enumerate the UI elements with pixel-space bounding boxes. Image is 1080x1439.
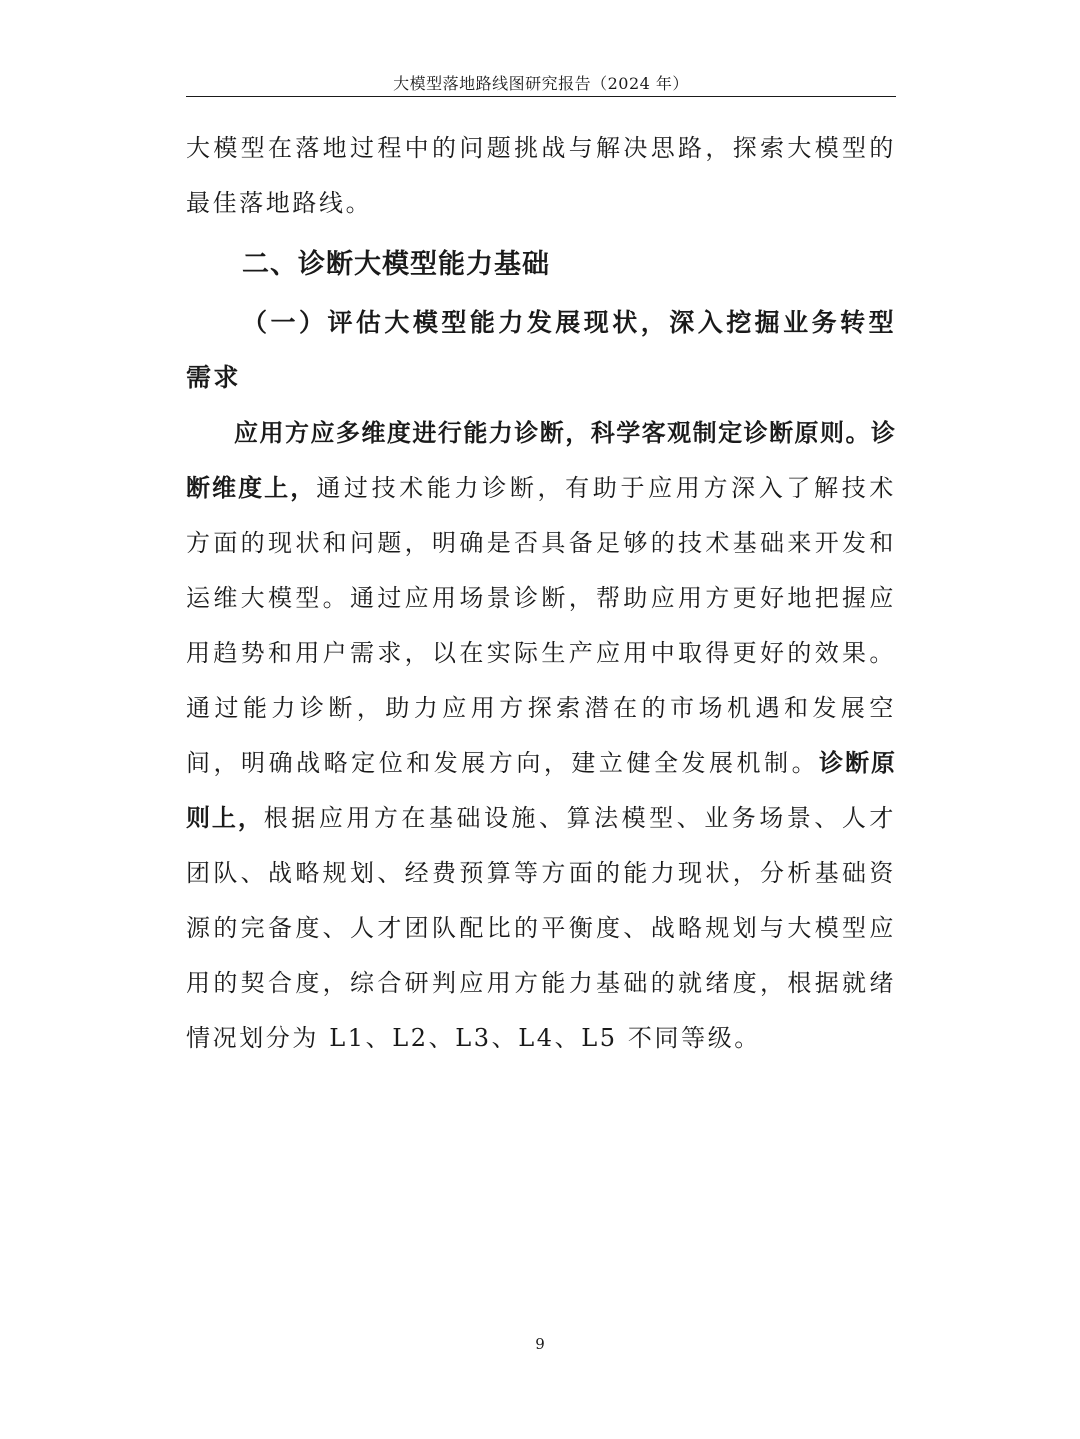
paragraph-lead-dimension: 应用方应多维度进行能力诊断，科学客观制定诊断原则。诊断维度上， [186,419,896,502]
page-number: 9 [535,1335,545,1353]
main-paragraph [186,406,896,1066]
subsection-heading: （一）评估大模型能力发展现状，深入挖掘业务转型需求 [186,308,896,392]
section-heading: 二、诊断大模型能力基础 [242,249,550,280]
header-divider [186,96,896,97]
paragraph-text-dimension: 通过技术能力诊断，有助于应用方深入了解技术方面的现状和问题，明确是否具备足够的技术基础来开发和运维大模型。通过应用场景诊断，帮助应用方更好地把握应用趋势和用户需求，以在实际生产应用中取得更好的效果。通过能力诊断，助力应用方探索潜在的市场机遇和发展空间，明确战略定位和发展方向，建立健全发展机制。 [186,474,896,777]
paragraph-text-principle: 根据应用方在基础设施、算法模型、业务场景、人才团队、战略规划、经费预算等方面的能力现状，分析基础资源的完备度、人才团队配比的平衡度、战略规划与大模型应用的契合度，综合研判应用方能力基础的就绪度，根据就绪情况划分为 L1、L2、L3、L4、L5 不同等级。 [186,804,896,1052]
running-header: 大模型落地路线图研究报告（2024 年） [393,74,689,93]
paragraph-lead-principle: 诊断原则上， [186,749,896,832]
intro-paragraph: 大模型在落地过程中的问题挑战与解决思路，探索大模型的最佳落地路线。 [186,134,896,217]
